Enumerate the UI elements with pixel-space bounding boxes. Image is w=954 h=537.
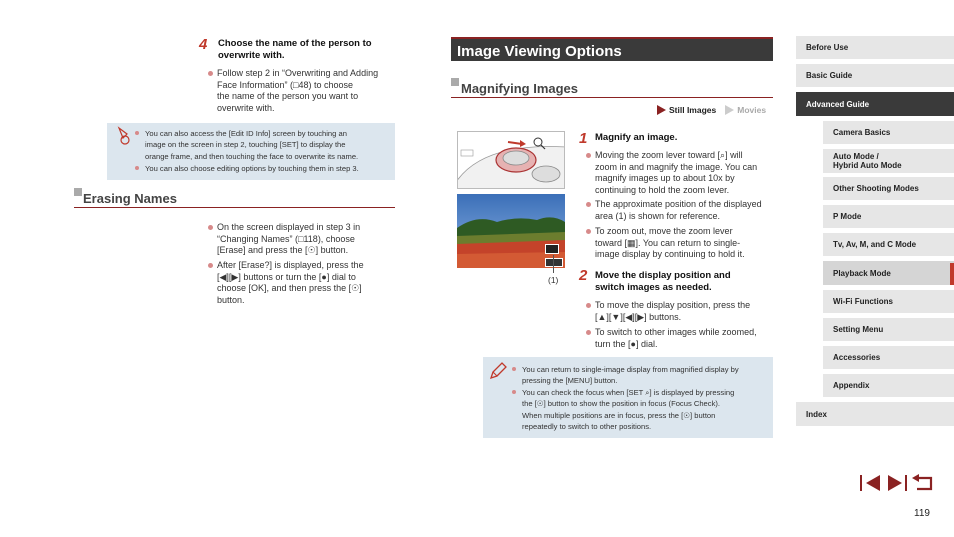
sidebar-item-auto-mode[interactable] xyxy=(823,149,954,173)
step-4-bullet xyxy=(217,68,407,114)
text-line: toward [▦]. You can return to single- xyxy=(595,237,741,248)
step-number-4: 4 xyxy=(199,36,208,53)
text-line: To move the display position, press the xyxy=(595,300,751,310)
tip-icon xyxy=(113,126,133,146)
text-line: [▲][▼][◀][▶] buttons. xyxy=(595,311,682,322)
text-line: repeatedly to switch to other positions. xyxy=(522,422,652,432)
text-line: Face Information” (□48) to choose xyxy=(217,79,353,90)
text-line: To switch to other images while zoomed, xyxy=(595,327,757,337)
section-title-magnifying-images: Magnifying Images xyxy=(461,81,579,96)
erase-bullet-1 xyxy=(217,222,402,257)
active-section-indicator xyxy=(950,263,954,285)
text-line: image on the screen in step 2, touching [SET] to display the xyxy=(145,140,346,150)
tip-bullet-2 xyxy=(145,163,390,174)
sidebar-item-accessories[interactable]: Accessories xyxy=(823,346,954,369)
step-1-bullet-2 xyxy=(595,199,775,222)
tip-bullet-1 xyxy=(145,128,390,162)
text-line: button. xyxy=(217,294,245,305)
step-1-title: Magnify an image. xyxy=(595,132,678,143)
text-line: turn the [●] dial. xyxy=(595,338,658,349)
note-bullet-2 xyxy=(522,387,770,433)
erase-bullet-2 xyxy=(217,260,402,306)
step-2-title-line1: Move the display position and xyxy=(595,270,731,281)
text-line: overwrite with. xyxy=(217,102,275,113)
return-icon[interactable] xyxy=(911,474,935,492)
photo-landscape xyxy=(457,194,565,268)
sidebar-item-p-mode[interactable]: P Mode xyxy=(823,205,954,228)
text-line: area (1) is shown for reference. xyxy=(595,210,721,221)
sidebar-item-camera-basics[interactable]: Camera Basics xyxy=(823,121,954,144)
text-line: The approximate position of the displayed xyxy=(595,199,762,209)
tag-still-images: Still Images xyxy=(669,105,717,115)
text-line: To zoom out, move the zoom lever xyxy=(595,226,733,236)
text-line: pressing the [MENU] button. xyxy=(522,376,618,386)
text-line: When multiple positions are in focus, press the [☉] button xyxy=(522,410,716,420)
text-line: Follow step 2 in “Overwriting and Adding xyxy=(217,68,379,78)
pencil-icon xyxy=(488,361,508,381)
text-line: [◀][▶] buttons or turn the [●] dial to xyxy=(217,271,356,282)
sidebar-item-setting-menu[interactable]: Setting Menu xyxy=(823,318,954,341)
callout-label: (1) xyxy=(548,275,559,285)
sidebar xyxy=(796,0,954,537)
text-line: You can also choose editing options by touching them in step 3. xyxy=(145,164,359,173)
sidebar-item-label: Auto Mode / xyxy=(833,152,879,161)
previous-page-icon[interactable] xyxy=(860,474,882,492)
step-1-bullet-3 xyxy=(595,226,775,261)
text-line: Moving the zoom lever toward [⌕] will xyxy=(595,150,743,160)
tag-movies: Movies xyxy=(737,105,767,115)
text-line: the name of the person you want to xyxy=(217,91,359,101)
magnified-photo xyxy=(457,194,565,268)
sidebar-item-advanced-guide[interactable]: Advanced Guide xyxy=(796,92,954,116)
page-title: Image Viewing Options xyxy=(451,37,773,61)
step-4-title xyxy=(218,38,408,62)
zoom-controls-icon xyxy=(545,258,563,267)
step-2-bullet-2 xyxy=(595,327,775,350)
text-line: image display by continuing to hold it. xyxy=(595,249,745,259)
sidebar-item-index[interactable]: Index xyxy=(796,402,954,426)
text-line: On the screen displayed in step 3 in xyxy=(217,222,361,232)
camera-drawing xyxy=(458,132,565,189)
text-line: orange frame, and then touching the face to overwrite its name. xyxy=(145,151,359,161)
text-line: the [☉] button to show the position in focus (Focus Check). xyxy=(522,399,721,409)
section-title-erasing-names: Erasing Names xyxy=(83,191,177,206)
note-bullet-1 xyxy=(522,364,770,387)
zoom-position-icon xyxy=(545,244,559,254)
section-marker xyxy=(74,188,82,196)
sidebar-item-wifi-functions[interactable]: Wi-Fi Functions xyxy=(823,290,954,313)
text-line: You can check the focus when [SET ⌕] is displayed by pressing xyxy=(522,388,735,397)
movies-icon xyxy=(725,105,734,115)
sidebar-item-appendix[interactable]: Appendix xyxy=(823,374,954,397)
camera-top-illustration xyxy=(457,131,565,189)
sidebar-item-label: Hybrid Auto Mode xyxy=(833,161,902,170)
step-number-1: 1 xyxy=(579,130,588,147)
text-line: magnify images up to about 10x by xyxy=(595,173,735,183)
sidebar-item-basic-guide[interactable]: Basic Guide xyxy=(796,64,954,87)
step-4-title-line2: overwrite with. xyxy=(218,50,285,61)
section-rule xyxy=(451,97,773,98)
text-line: You can return to single-image display from magnified display by xyxy=(522,365,739,374)
tip-box xyxy=(107,123,395,180)
page-number: 119 xyxy=(914,508,930,519)
step-number-2: 2 xyxy=(579,267,588,284)
callout-line xyxy=(553,255,554,273)
text-line: continuing to hold the zoom lever. xyxy=(595,184,730,195)
sidebar-item-tv-av-m-c-mode[interactable]: Tv, Av, M, and C Mode xyxy=(823,233,954,256)
still-images-icon xyxy=(657,105,666,115)
text-line: After [Erase?] is displayed, press the xyxy=(217,260,364,270)
next-page-icon[interactable] xyxy=(886,474,908,492)
text-line: [Erase] and press the [☉] button. xyxy=(217,245,349,255)
text-line: You can also access the [Edit ID Info] screen by touching an xyxy=(145,129,347,138)
note-box xyxy=(483,357,773,438)
section-rule xyxy=(74,207,395,208)
text-line: zoom in and magnify the image. You can xyxy=(595,161,758,172)
text-line: “Changing Names” (□118), choose xyxy=(217,233,355,244)
step-4-title-line1: Choose the name of the person to xyxy=(218,38,372,49)
sidebar-item-playback-mode[interactable]: Playback Mode xyxy=(823,261,954,285)
section-marker xyxy=(451,78,459,86)
step-1-bullet-1 xyxy=(595,150,775,196)
sidebar-item-other-shooting-modes[interactable]: Other Shooting Modes xyxy=(823,177,954,200)
step-2-title-line2: switch images as needed. xyxy=(595,282,712,293)
mode-tags xyxy=(657,105,766,115)
text-line: choose [OK], and then press the [☉] xyxy=(217,283,362,293)
step-2-title xyxy=(595,270,775,294)
step-2-bullet-1 xyxy=(595,300,775,323)
sidebar-item-before-use[interactable]: Before Use xyxy=(796,36,954,59)
